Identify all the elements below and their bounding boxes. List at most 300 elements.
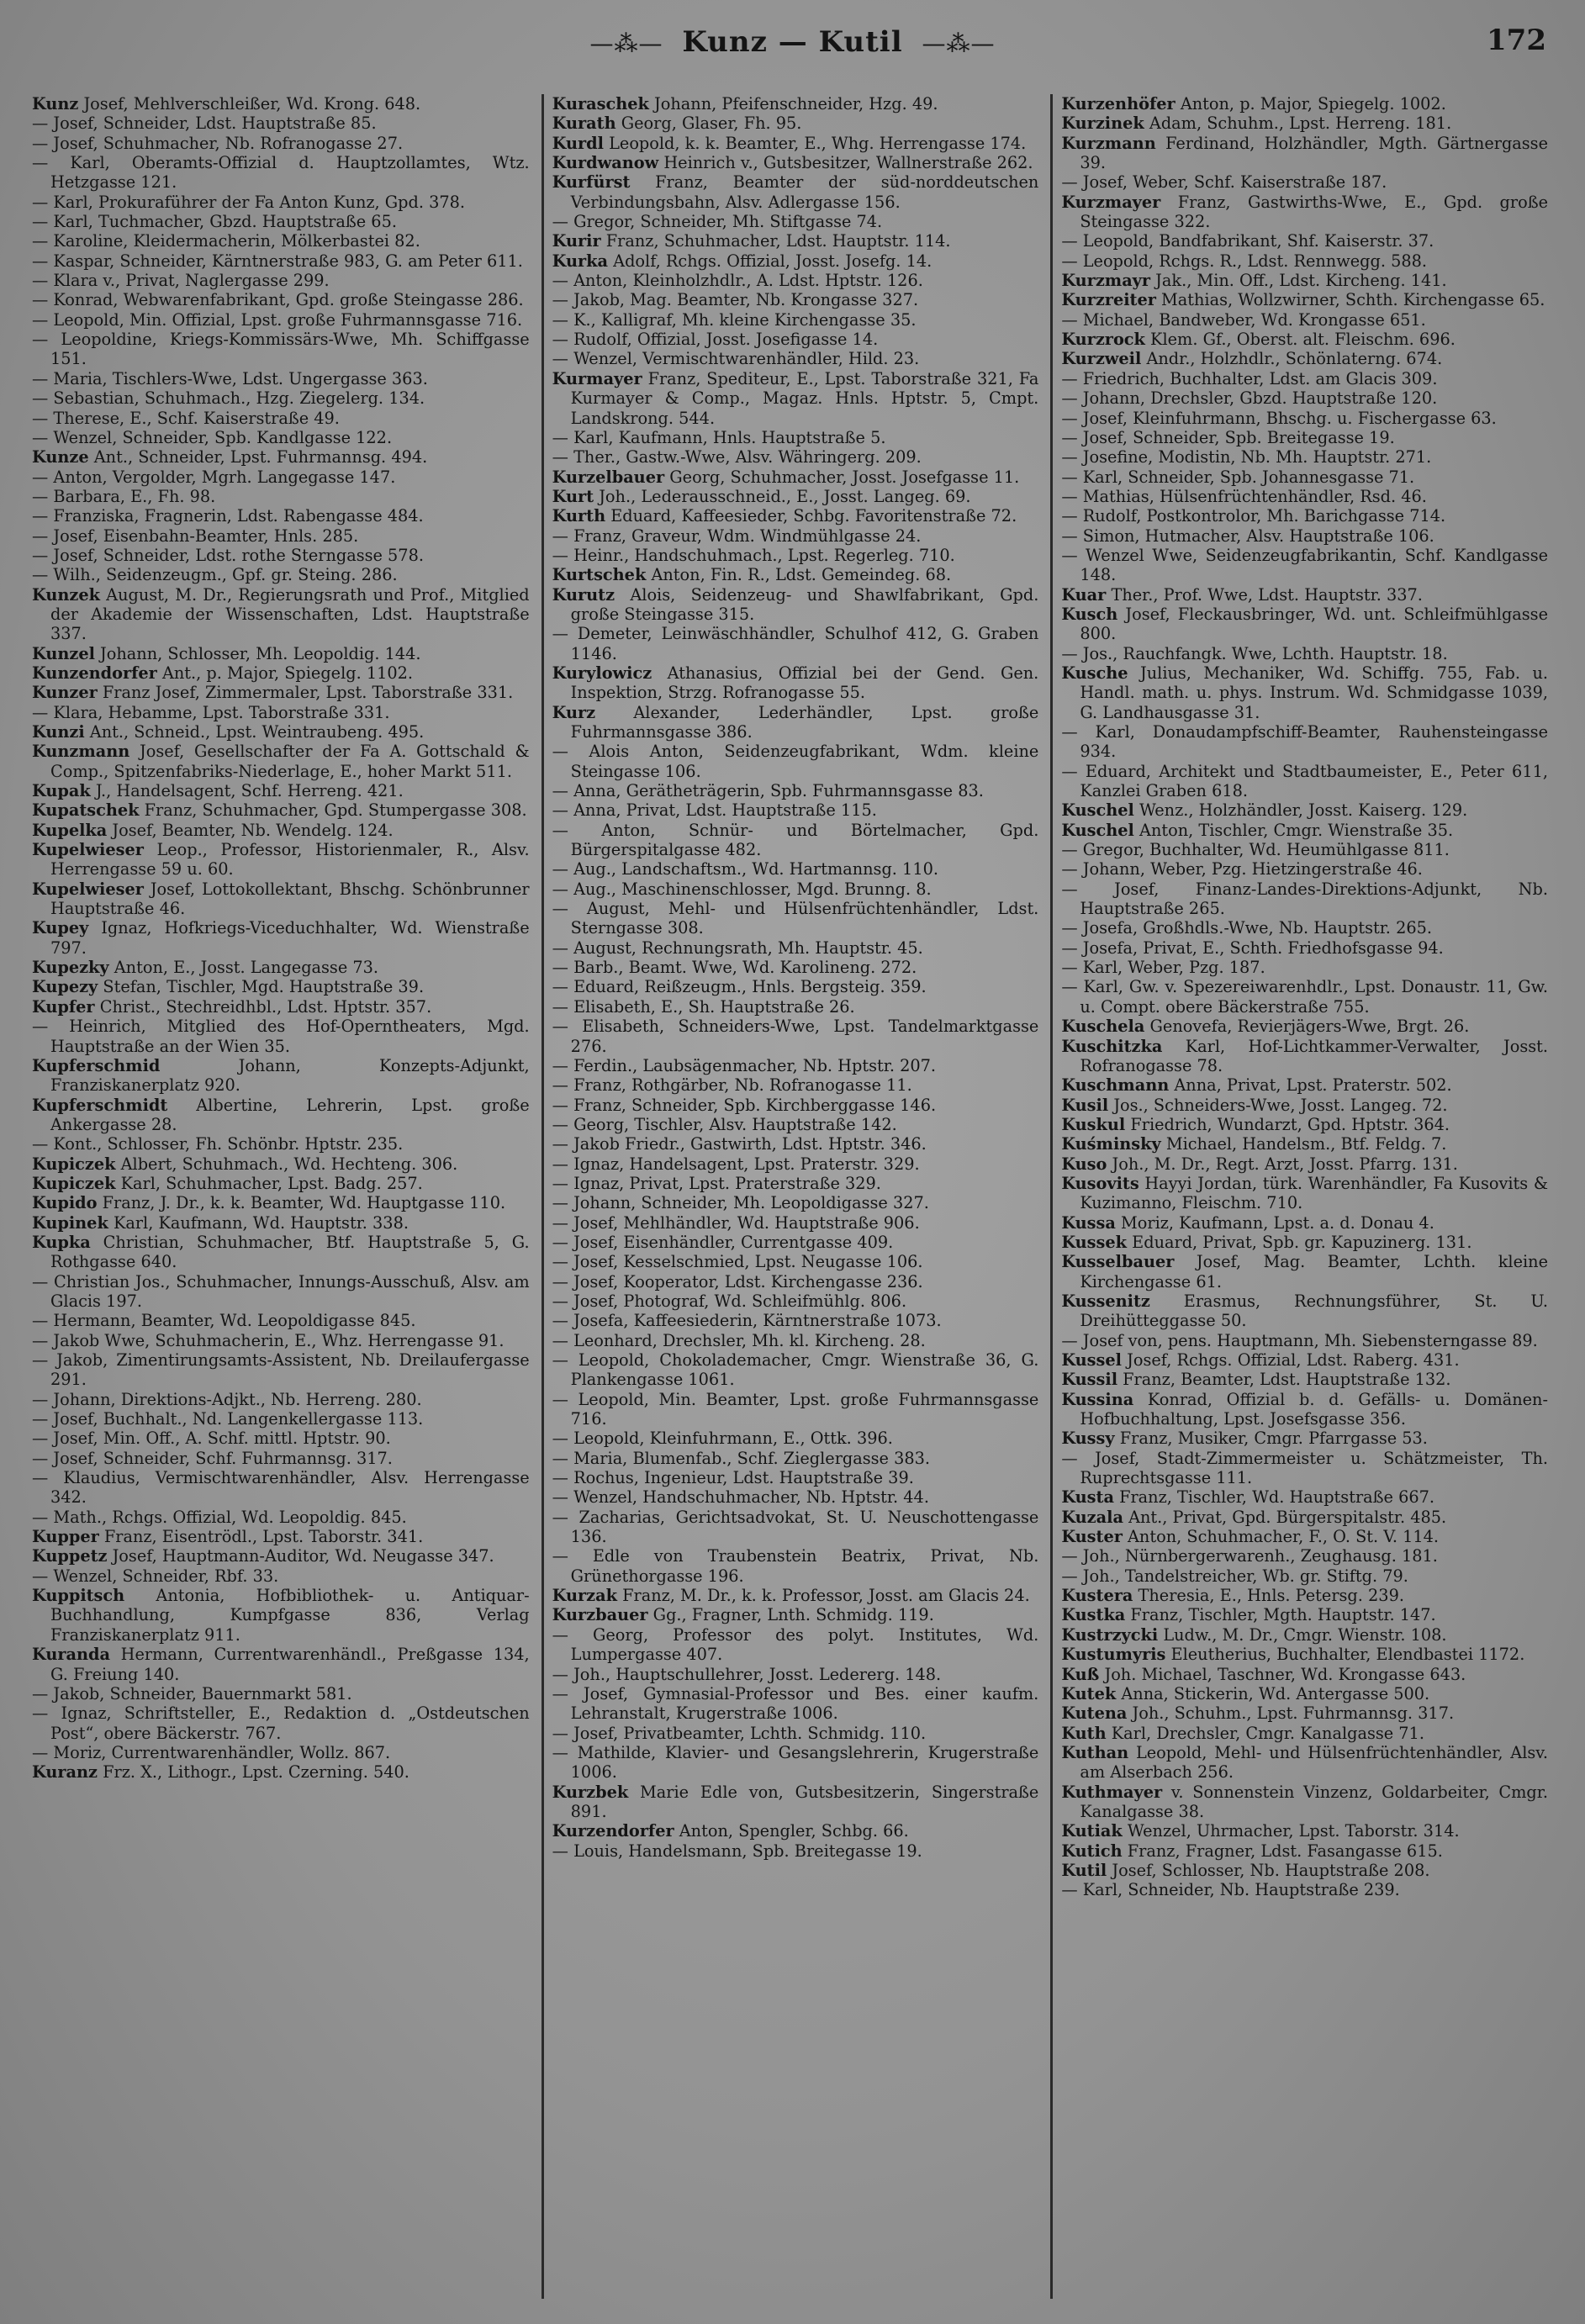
entry-surname: Kurtschek [552, 565, 647, 585]
entry-details: — Josef, Schneider, Schf. Fuhrmannsg. 317. [32, 1448, 393, 1468]
entry-surname: Kupey [32, 918, 89, 938]
entry-details: Albert, Schuhmach., Wd. Hechteng. 306. [115, 1154, 458, 1174]
entry-surname: Kussil [1061, 1370, 1118, 1390]
running-head-title: Kunz — Kutil [682, 25, 903, 59]
directory-entry [1061, 1743, 1548, 1783]
directory-entry [32, 722, 530, 742]
entry-details: Anton, Fin. R., Ldst. Gemeindeg. 68. [646, 565, 952, 585]
entry-details: Jak., Min. Off., Ldst. Kircheng. 141. [1150, 271, 1447, 291]
entry-surname: Kuskul [1061, 1114, 1126, 1134]
entry-surname: Kupelwieser [32, 879, 144, 899]
entry-surname: Kutek [1061, 1683, 1117, 1703]
directory-entry [1061, 1331, 1548, 1350]
entry-details: — Karl, Schneider, Spb. Johannesgasse 71. [1061, 467, 1415, 487]
entry-details: — Karoline, Kleidermacherin, Mölkerbastei 82. [32, 231, 420, 251]
directory-entry [1061, 1783, 1548, 1822]
entry-details: Franz, Beamter der süd-norddeutschen Verbindungsbahn, Alsv. Adlergasse 156. [570, 172, 1039, 212]
directory-entry [32, 1350, 530, 1390]
entry-surname: Kuśminsky [1061, 1134, 1161, 1154]
entry-details: Josef, Mag. Beamter, Lchth. kleine Kirchengasse 61. [1080, 1252, 1548, 1291]
directory-entry [552, 1115, 1039, 1134]
directory-entry [1061, 762, 1548, 801]
entry-details: — Konrad, Webwarenfabrikant, Gpd. große Steingasse 286. [32, 290, 524, 310]
directory-entry [1061, 938, 1548, 958]
entry-details: — Anna, Gerätheträgerin, Spb. Fuhrmannsgasse 83. [552, 781, 984, 801]
entry-details: Joh., M. Dr., Regt. Arzt, Josst. Pfarrg. 131. [1107, 1154, 1458, 1174]
entry-surname: Kurzweil [1061, 349, 1142, 369]
entry-surname: Kurzbek [552, 1782, 629, 1802]
page-header [0, 18, 1585, 77]
entry-details: Josef, Mehlverschleißer, Wd. Krong. 648. [78, 94, 421, 114]
entry-details: Karl, Hof-Lichtkammer-Verwalter, Josst. Rofranogasse 78. [1080, 1036, 1548, 1075]
entry-surname: Kupferschmid [32, 1055, 161, 1075]
entry-details: — Sebastian, Schuhmach., Hzg. Ziegelerg. 134. [32, 388, 425, 409]
directory-entry [32, 663, 530, 683]
entry-surname: Kuster [1061, 1527, 1123, 1547]
directory-entry [32, 231, 530, 251]
entry-details: — Karl, Weber, Pzg. 187. [1061, 958, 1265, 978]
directory-entry [32, 1096, 530, 1135]
entry-surname: Kussa [1061, 1212, 1116, 1233]
directory-entry [32, 1174, 530, 1193]
entry-surname: Kurzrock [1061, 330, 1145, 350]
entry-details: Joh., Lederausschneid., E., Josst. Langeg. 69. [594, 486, 971, 506]
entry-details: Konrad, Offizial b. d. Gefälls- u. Domänen-Hofbuchhaltung, Lpst. Josefsgasse 356. [1080, 1389, 1548, 1429]
directory-entry [32, 742, 530, 781]
directory-entry [1061, 134, 1548, 173]
directory-entry [1061, 1429, 1548, 1448]
entry-details: — Jakob, Zimentirungsamts-Assistent, Nb. Dreilaufergasse 291. [32, 1350, 530, 1390]
entry-details: — Gregor, Schneider, Mh. Stiftgasse 74. [552, 212, 883, 232]
directory-entry [552, 310, 1039, 330]
entry-details: August, M. Dr., Regierungsrath und Prof., Mitglied der Akademie der Wissenschaften, Ldst. Hauptstraße 337. [50, 584, 530, 644]
entry-details: Franz, Beamter, Ldst. Hauptstraße 132. [1117, 1370, 1451, 1390]
entry-details: — Christian Jos., Schuhmacher, Innungs-Ausschuß, Alsv. am Glacis 197. [32, 1271, 530, 1311]
directory-entry [552, 271, 1039, 290]
directory-entry [1061, 663, 1548, 722]
directory-entry [552, 1508, 1039, 1547]
entry-details: Johann, Konzepts-Adjunkt, Franziskanerplatz 920. [50, 1055, 530, 1096]
entry-details: — Kont., Schlosser, Fh. Schönbr. Hptstr. 235. [32, 1134, 404, 1154]
directory-entry [1061, 349, 1548, 368]
directory-entry [552, 94, 1039, 114]
entry-details: Heinrich v., Gutsbesitzer, Wallnerstraße 262. [658, 153, 1033, 173]
entry-details: — Wenzel, Handschuhmacher, Nb. Hptstr. 44. [552, 1487, 929, 1508]
entry-details: Leop., Professor, Historienmaler, R., Alsv. Herrengasse 59 u. 60. [50, 840, 530, 879]
entry-details: Wenzel, Uhrmacher, Lpst. Taborstr. 314. [1122, 1821, 1460, 1841]
entry-details: Eduard, Kaffeesieder, Schbg. Favoritenstraße 72. [605, 506, 1017, 526]
directory-entry [1061, 840, 1548, 859]
entry-details: Karl, Drechsler, Cmgr. Kanalgasse 71. [1106, 1723, 1424, 1743]
directory-entry [552, 1605, 1039, 1624]
directory-entry [552, 565, 1039, 584]
entry-details: Karl, Schuhmacher, Lpst. Badg. 257. [115, 1173, 423, 1193]
entry-details: — Karl, Kaufmann, Hnls. Hauptstraße 5. [552, 427, 886, 447]
entry-details: — Barbara, E., Fh. 98. [32, 486, 216, 506]
entry-details: — Josef, Gymnasial-Professor und Bes. einer kaufm. Lehranstalt, Krugerstraße 1006. [552, 1683, 1039, 1724]
entry-details: — Josef, Eisenbahn-Beamter, Hnls. 285. [32, 526, 359, 546]
entry-surname: Kustrzycki [1061, 1624, 1159, 1645]
entry-details: Anna, Privat, Lpst. Praterstr. 502. [1169, 1075, 1452, 1096]
entry-details: — Karl, Schneider, Nb. Hauptstraße 239. [1061, 1880, 1400, 1900]
column-left [32, 94, 542, 2299]
entry-surname: Kurzmann [1061, 133, 1156, 153]
directory-entry [32, 467, 530, 487]
directory-entry [552, 1134, 1039, 1154]
entry-details: Ignaz, Hofkriegs-Viceduchhalter, Wd. Wienstraße 797. [50, 918, 530, 958]
entry-details: — Josef, Schneider, Ldst. Hauptstraße 85. [32, 114, 377, 134]
entry-surname: Kuso [1061, 1154, 1107, 1174]
entry-details: — Karl, Tuchmacher, Gbzd. Hauptstraße 65. [32, 212, 397, 232]
entry-details: — Ignaz, Schriftsteller, E., Redaktion d. „Ostdeutschen Post“, obere Bäckerstr. 767. [32, 1703, 530, 1743]
entry-details: Ant., Schneider, Lpst. Fuhrmannsg. 494. [88, 447, 428, 467]
entry-details: Adolf, Rchgs. Offizial, Josst. Josefg. 14. [608, 251, 933, 271]
entry-details: Karl, Kaufmann, Wd. Hauptstr. 338. [108, 1212, 409, 1233]
entry-surname: Kupatschek [32, 800, 140, 821]
entry-surname: Kurzmayr [1061, 271, 1151, 291]
directory-entry [32, 1213, 530, 1233]
directory-entry [32, 1233, 530, 1272]
entry-surname: Kuthan [1061, 1742, 1129, 1762]
entry-details: Eduard, Privat, Spb. gr. Kapuzinerg. 131. [1127, 1232, 1472, 1252]
entry-surname: Kussina [1061, 1389, 1134, 1409]
entry-details: Leopold, k. k. Beamter, E., Whg. Herrengasse 174. [603, 133, 1027, 153]
entry-details: Franz, Musiker, Cmgr. Pfarrgasse 53. [1114, 1429, 1428, 1449]
directory-entry [552, 447, 1039, 467]
directory-entry [32, 1566, 530, 1586]
entry-surname: Kussel [1061, 1350, 1122, 1370]
entry-details: Anna, Stickerin, Wd. Antergasse 500. [1116, 1683, 1430, 1703]
directory-entry [32, 644, 530, 663]
directory-entry [552, 938, 1039, 958]
directory-entry [32, 879, 530, 919]
entry-details: Ant., Privat, Gpd. Bürgerspitalstr. 485. [1123, 1507, 1447, 1527]
directory-entry [32, 821, 530, 840]
directory-entry [32, 1527, 530, 1546]
directory-entry [32, 134, 530, 153]
directory-entry [552, 369, 1039, 428]
entry-details: Anton, Schuhmacher, F., O. St. V. 114. [1122, 1527, 1440, 1547]
entry-details: — Simon, Hutmacher, Alsv. Hauptstraße 106. [1061, 526, 1434, 546]
entry-details: — Joh., Tandelstreicher, Wb. gr. Stiftg. 79. [1061, 1566, 1408, 1586]
entry-details: — August, Mehl- und Hülsenfrüchtenhändler, Ldst. Sterngasse 308. [552, 899, 1039, 938]
entry-details: — Maria, Blumenfab., Schf. Zieglergasse 383. [552, 1448, 931, 1468]
directory-entry [1061, 1665, 1548, 1684]
entry-details: Andr., Holzhdlr., Schönlaterng. 674. [1141, 349, 1443, 369]
entry-details: — Franz, Schneider, Spb. Kirchberggasse 146. [552, 1095, 937, 1115]
entry-details: — Alois Anton, Seidenzeugfabrikant, Wdm. kleine Steingasse 106. [552, 742, 1039, 781]
entry-details: — Klara v., Privat, Naglergasse 299. [32, 271, 330, 291]
directory-entry [552, 290, 1039, 309]
directory-entry [552, 1017, 1039, 1056]
entry-details: Hayyi Jordan, türk. Warenhändler, Fa Kusovits & Kuzimanno, Fleischm. 710. [1080, 1173, 1548, 1213]
entry-details: Franz, Fragner, Ldst. Fasangasse 615. [1122, 1841, 1443, 1861]
entry-details: — Josef von, pens. Hauptmann, Mh. Siebensterngasse 89. [1061, 1330, 1538, 1350]
entry-surname: Kupferschmidt [32, 1095, 168, 1115]
entry-details: — Gregor, Buchhalter, Wd. Heumühlgasse 811. [1061, 840, 1450, 860]
directory-entry [32, 193, 530, 212]
directory-entry [1061, 1134, 1548, 1154]
entry-details: — Eduard, Reißzeugm., Hnls. Bergsteig. 359. [552, 977, 927, 997]
entry-surname: Kurzinek [1061, 114, 1144, 134]
entry-surname: Kusche [1061, 663, 1128, 683]
entry-details: Johann, Pfeifenschneider, Hzg. 49. [648, 94, 938, 114]
entry-details: Klem. Gf., Oberst. alt. Fleischm. 696. [1144, 330, 1456, 350]
directory-entry [552, 1743, 1039, 1783]
directory-entry [1061, 428, 1548, 447]
directory-entry [32, 506, 530, 526]
entry-details: — Jakob, Schneider, Bauernmarkt 581. [32, 1683, 352, 1703]
directory-entry [32, 683, 530, 702]
directory-entry [1061, 1017, 1548, 1036]
directory-entry [1061, 369, 1548, 388]
entry-details: Erasmus, Rechnungsführer, St. U. Dreihütteggasse 50. [1080, 1291, 1548, 1331]
entry-details: — K., Kalligraf, Mh. kleine Kirchengasse 35. [552, 309, 917, 330]
entry-details: Josef, Hauptmann-Auditor, Wd. Neugasse 347. [107, 1546, 494, 1566]
directory-entry [32, 1154, 530, 1174]
entry-surname: Kupfer [32, 996, 95, 1017]
entry-details: — Josef, Photograf, Wd. Schleifmühlg. 806. [552, 1291, 907, 1311]
entry-surname: Kuschel [1061, 820, 1134, 840]
directory-entry [1061, 1861, 1548, 1880]
entry-details: — Josef, Schuhmacher, Nb. Rofranogasse 27. [32, 133, 404, 153]
directory-entry [1061, 1233, 1548, 1252]
entry-details: — Ignaz, Privat, Lpst. Praterstraße 329. [552, 1173, 881, 1193]
directory-entry [32, 1134, 530, 1154]
directory-entry [552, 703, 1039, 742]
entry-surname: Kupido [32, 1193, 98, 1213]
entry-surname: Kurzreiter [1061, 290, 1156, 310]
entry-details: — Josefine, Modistin, Nb. Mh. Hauptstr. 271. [1061, 447, 1432, 467]
entry-surname: Kupka [32, 1232, 91, 1252]
directory-entry [552, 1331, 1039, 1350]
directory-entry [32, 997, 530, 1017]
running-head [0, 25, 1585, 59]
entry-details: — Jakob, Mag. Beamter, Nb. Krongasse 327. [552, 290, 919, 310]
entry-surname: Kunze [32, 447, 89, 467]
directory-entry [1061, 821, 1548, 840]
entry-details: — Georg, Tischler, Alsv. Hauptstraße 142. [552, 1114, 897, 1134]
entry-details: Josef, Schlosser, Nb. Hauptstraße 208. [1107, 1860, 1430, 1880]
entry-surname: Kuar [1061, 584, 1107, 605]
directory-entry [1061, 1684, 1548, 1703]
directory-entry [32, 958, 530, 977]
directory-entry [32, 1449, 530, 1468]
directory-entry [552, 172, 1039, 212]
directory-entry [552, 1252, 1039, 1271]
entry-surname: Kurzendorfer [552, 1821, 674, 1841]
entry-details: — Edle von Traubenstein Beatrix, Privat, Nb. Grünethorgasse 196. [552, 1546, 1039, 1586]
entry-details: Josef, Rchgs. Offizial, Ldst. Raberg. 431. [1121, 1350, 1460, 1370]
entry-details: — Josefa, Privat, E., Schth. Friedhofsgasse 94. [1061, 938, 1444, 958]
directory-entry [32, 428, 530, 447]
entry-surname: Kuth [1061, 1723, 1107, 1743]
entry-surname: Kuzala [1061, 1507, 1123, 1527]
column-right [1050, 94, 1560, 2299]
entry-details: — Leopold, Rchgs. R., Ldst. Rennwegg. 588. [1061, 251, 1428, 271]
directory-entry [552, 330, 1039, 349]
entry-details: — Josef, Kooperator, Ldst. Kirchengasse 236. [552, 1271, 923, 1291]
entry-surname: Kupelwieser [32, 840, 144, 860]
entry-details: — Josef, Mehlhändler, Wd. Hauptstraße 906. [552, 1212, 920, 1233]
directory-entry [32, 310, 530, 330]
directory-entry [552, 781, 1039, 800]
entry-surname: Kusch [1061, 604, 1118, 624]
entry-details: — Rochus, Ingenieur, Ldst. Hauptstraße 39. [552, 1468, 914, 1488]
directory-entry [1061, 1508, 1548, 1527]
entry-details: Josef, Lottokollektant, Bhschg. Schönbrunner Hauptstraße 46. [50, 879, 530, 919]
entry-details: — Anna, Privat, Ldst. Hauptstraße 115. [552, 800, 877, 821]
directory-entry [552, 1625, 1039, 1665]
entry-details: — Leopoldine, Kriegs-Kommissärs-Wwe, Mh. Schiffgasse 151. [32, 330, 530, 369]
entry-surname: Kunzendorfer [32, 663, 157, 683]
directory-entry [552, 859, 1039, 879]
directory-entry [1061, 1527, 1548, 1546]
directory-entry [552, 1291, 1039, 1311]
directory-entry [32, 1193, 530, 1212]
entry-surname: Kurzelbauer [552, 467, 665, 487]
entry-details: — Moriz, Currentwarenhändler, Wollz. 867. [32, 1742, 391, 1762]
directory-entry [1061, 800, 1548, 820]
directory-entry [1061, 1096, 1548, 1115]
entry-surname: Kupelka [32, 820, 108, 840]
directory-entry [32, 1429, 530, 1448]
directory-entry [32, 1743, 530, 1762]
entry-surname: Kurylowicz [552, 663, 652, 683]
entry-details: — Leopold, Kleinfuhrmann, E., Ottk. 396. [552, 1429, 893, 1449]
entry-details: Christian, Schuhmacher, Btf. Hauptstraße 5, G. Rothgasse 640. [50, 1232, 530, 1272]
directory-entry [32, 1331, 530, 1350]
entry-details: — Kaspar, Schneider, Kärntnerstraße 983, G. am Peter 611. [32, 251, 523, 271]
entry-surname: Kurka [552, 251, 609, 271]
entry-details: Mathias, Wollzwirner, Schth. Kirchengasse 65. [1155, 290, 1545, 310]
directory-entry [552, 1056, 1039, 1075]
directory-entry [1061, 977, 1548, 1017]
directory-entry [552, 1154, 1039, 1174]
entry-details: Josef, Gesellschafter der Fa A. Gottschald & Comp., Spitzenfabriks-Niederlage, E., hoher Markt 511. [50, 742, 530, 781]
directory-entry [552, 1311, 1039, 1330]
directory-entry [1061, 1487, 1548, 1507]
directory-entry [1061, 1075, 1548, 1095]
directory-entry [32, 565, 530, 584]
entry-details: Franz, Tischler, Mgth. Hauptstr. 147. [1125, 1605, 1436, 1625]
right-ornament: —⁂— [922, 29, 996, 57]
directory-entry [1061, 388, 1548, 408]
directory-entry [32, 1508, 530, 1527]
entry-details: Anton, p. Major, Spiegelg. 1002. [1175, 94, 1446, 114]
entry-details: Michael, Handelsm., Btf. Feldg. 7. [1160, 1134, 1447, 1154]
directory-entry [552, 1449, 1039, 1468]
entry-details: — Therese, E., Schf. Kaiserstraße 49. [32, 408, 340, 428]
directory-entry [1061, 1449, 1548, 1488]
entry-details: — Wenzel, Schneider, Spb. Kandlgasse 122. [32, 427, 393, 447]
directory-entry [1061, 1291, 1548, 1331]
entry-details: — Jakob Friedr., Gastwirth, Ldst. Hptstr. 346. [552, 1134, 927, 1154]
entry-surname: Kusselbauer [1061, 1252, 1175, 1272]
entry-surname: Kuschitzka [1061, 1036, 1163, 1056]
entry-surname: Kusta [1061, 1487, 1114, 1508]
directory-entry [552, 997, 1039, 1017]
directory-entry [552, 1783, 1039, 1822]
entry-details: — Josef, Finanz-Landes-Direktions-Adjunkt, Nb. Hauptstraße 265. [1061, 879, 1548, 919]
directory-entry [552, 1665, 1039, 1684]
entry-details: Eleutherius, Buchhalter, Elendbastei 1172. [1165, 1645, 1525, 1665]
directory-entry [32, 977, 530, 996]
entry-details: — Joh., Hauptschullehrer, Josst. Ledererg. 148. [552, 1664, 942, 1684]
entry-surname: Kutil [1061, 1860, 1107, 1880]
entry-surname: Kuschel [1061, 800, 1134, 821]
directory-entry [32, 1056, 530, 1096]
entry-details: — Louis, Handelsmann, Spb. Breitegasse 19. [552, 1841, 922, 1861]
directory-entry [1061, 172, 1548, 192]
entry-details: — Johann, Direktions-Adjkt., Nb. Herreng. 280. [32, 1389, 422, 1409]
directory-entry [552, 153, 1039, 172]
directory-entry [1061, 1370, 1548, 1389]
directory-entry [552, 1487, 1039, 1507]
entry-details: — Josefa, Großhdls.-Wwe, Nb. Hauptstr. 265. [1061, 918, 1432, 938]
entry-details: — Leopold, Min. Beamter, Lpst. große Fuhrmannsgasse 716. [552, 1389, 1039, 1429]
directory-entry [1061, 251, 1548, 271]
entry-details: Franz Josef, Zimmermaler, Lpst. Taborstraße 331. [97, 683, 514, 703]
entry-surname: Kussenitz [1061, 1291, 1150, 1311]
entry-details: — Klara, Hebamme, Lpst. Taborstraße 331. [32, 702, 390, 722]
entry-details: — Math., Rchgs. Offizial, Wd. Leopoldig. 845. [32, 1507, 407, 1527]
directory-entry [552, 1174, 1039, 1193]
entry-details: — Karl, Donaudampfschiff-Beamter, Rauhensteingasse 934. [1061, 722, 1548, 762]
entry-details: — Heinr., Handschuhmach., Lpst. Regerleg. 710. [552, 545, 955, 565]
directory-entry [1061, 958, 1548, 977]
directory-entry [1061, 1546, 1548, 1566]
entry-surname: Kuschela [1061, 1017, 1145, 1037]
entry-surname: Kurmayer [552, 368, 642, 388]
directory-entry [552, 487, 1039, 506]
entry-details: — Josef, Eisenhändler, Currentgasse 409. [552, 1232, 894, 1252]
entry-details: Franz, Schuhmacher, Gpd. Stumpergasse 308. [139, 800, 527, 821]
entry-surname: Kurfürst [552, 172, 631, 193]
entry-details: — Rudolf, Postkontrolor, Mh. Barichgasse 714. [1061, 506, 1446, 526]
directory-entry [1061, 1350, 1548, 1370]
entry-surname: Kurz [552, 702, 596, 722]
entry-details: Moriz, Kaufmann, Lpst. a. d. Donau 4. [1115, 1212, 1434, 1233]
entry-details: Ther., Prof. Wwe, Ldst. Hauptstr. 337. [1106, 584, 1423, 605]
directory-entry [32, 1390, 530, 1409]
directory-entry [32, 271, 530, 290]
directory-entry [552, 1213, 1039, 1233]
entry-details: Gg., Fragner, Lnth. Schmidg. 119. [647, 1605, 934, 1625]
directory-entry [1061, 1252, 1548, 1291]
entry-surname: Kussek [1061, 1232, 1128, 1252]
entry-details: — Jakob Wwe, Schuhmacherin, E., Whz. Herrengasse 91. [32, 1330, 505, 1350]
entry-surname: Kurath [552, 114, 616, 134]
directory-entry [552, 134, 1039, 153]
directory-entry [1061, 1566, 1548, 1586]
directory-entry [32, 1586, 530, 1645]
directory-entry [1061, 1213, 1548, 1233]
entry-surname: Kurzmayer [1061, 192, 1161, 212]
entry-surname: Kustera [1061, 1586, 1133, 1606]
directory-entry [32, 487, 530, 506]
entry-details: — Mathias, Hülsenfrüchtenhändler, Rsd. 46. [1061, 486, 1427, 506]
entry-details: — Ignaz, Handelsagent, Lpst. Praterstr. 329. [552, 1154, 920, 1174]
entry-details: — Heinrich, Mitglied des Hof-Operntheaters, Mgd. Hauptstraße an der Wien 35. [32, 1017, 530, 1056]
directory-entry [552, 212, 1039, 231]
directory-entry [1061, 1390, 1548, 1429]
directory-entry [32, 1409, 530, 1429]
directory-entry [1061, 330, 1548, 349]
entry-details: — Wenzel, Schneider, Rbf. 33. [32, 1566, 279, 1586]
directory-entry [1061, 94, 1548, 114]
entry-details: — Barb., Beamt. Wwe, Wd. Karolineng. 272. [552, 958, 917, 978]
